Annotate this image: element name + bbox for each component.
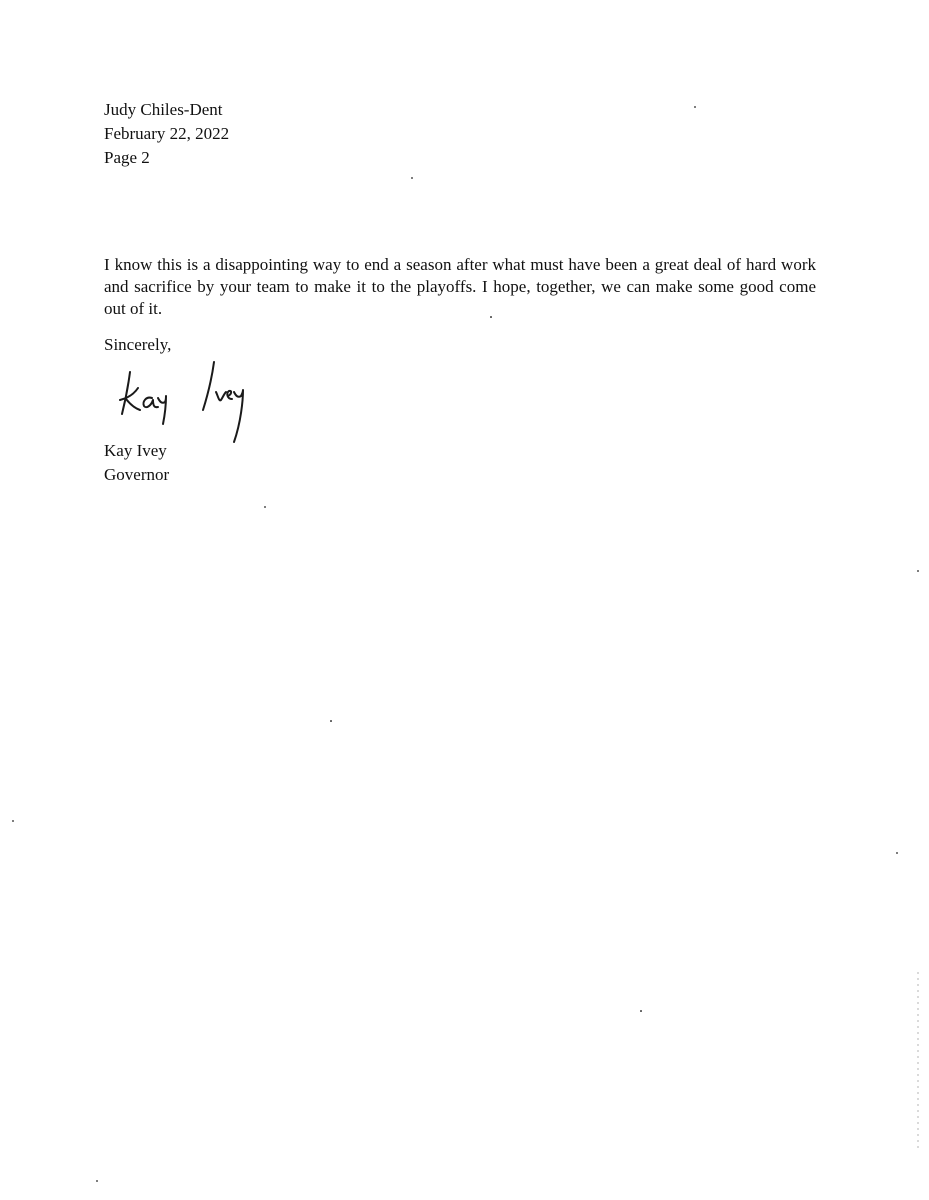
body-paragraph: I know this is a disappointing way to end a season after what must have been a great deal of hard work and sacrifice by your team to make it to the playoffs. I hope, together, we can make some good come out of it.	[104, 255, 816, 318]
scan-speck	[330, 720, 332, 722]
page-number: Page 2	[104, 148, 150, 167]
signer-title: Governor	[104, 465, 170, 484]
signer-name: Kay Ivey	[104, 441, 167, 460]
scan-speck	[640, 1010, 642, 1012]
letter-date: February 22, 2022	[104, 124, 230, 143]
scan-speck	[12, 820, 14, 822]
scan-speck	[490, 316, 492, 318]
scan-speck	[411, 177, 413, 179]
scan-speck	[694, 106, 696, 108]
scan-speck	[917, 570, 919, 572]
recipient-name: Judy Chiles-Dent	[104, 100, 223, 119]
scan-speck	[264, 506, 266, 508]
scan-speck	[96, 1180, 98, 1182]
letter-header	[104, 98, 229, 170]
closing-salutation: Sincerely,	[104, 335, 172, 354]
scan-speck	[896, 852, 898, 854]
signer-block	[104, 439, 169, 487]
scan-margin-artifact	[917, 970, 919, 1150]
handwritten-signature	[108, 352, 268, 452]
